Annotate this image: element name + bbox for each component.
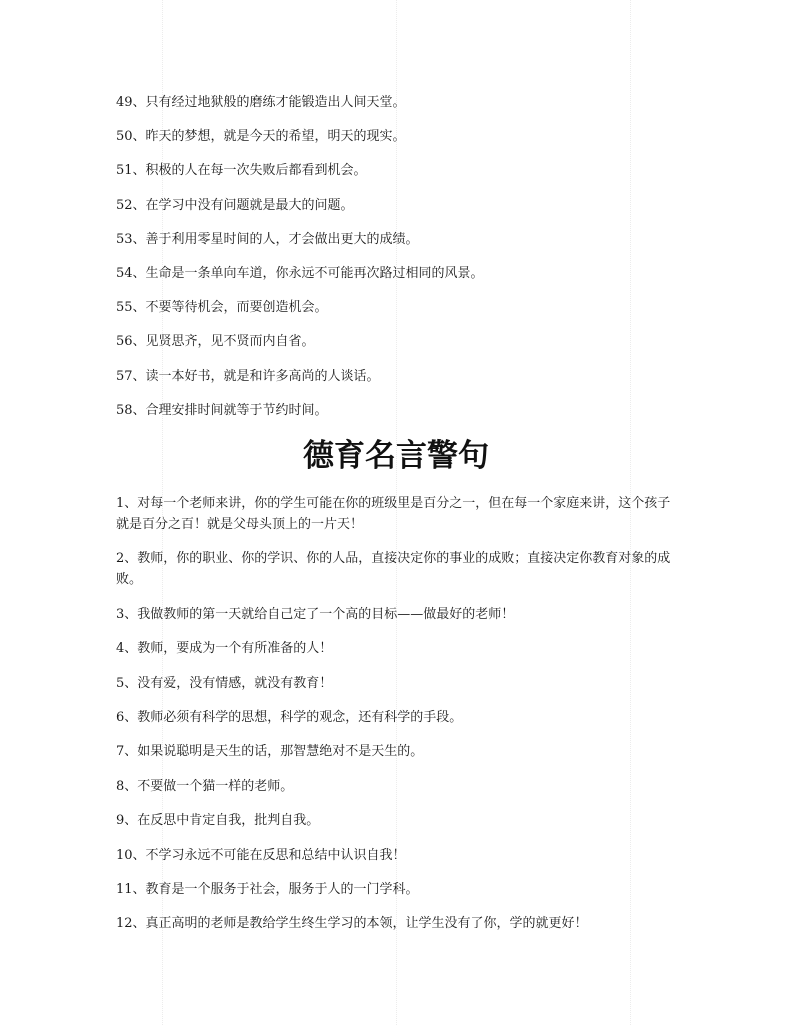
- quote-item: 7、如果说聪明是天生的话，那智慧绝对不是天生的。: [116, 744, 424, 760]
- quote-item: 1、对每一个老师来讲，你的学生可能在你的班级里是百分之一，但在每一个家庭来讲，这个孩子就是百分之百！就是父母头顶上的一片天！: [116, 496, 671, 532]
- quote-item: 2、教师，你的职业、你的学识、你的人品，直接决定你的事业的成败；直接决定你教育对象的成败。: [116, 551, 671, 588]
- moral-quote-list: [116, 493, 676, 948]
- quote-item: 52、在学习中没有问题就是最大的问题。: [116, 197, 354, 213]
- quote-item: 49、只有经过地狱般的磨练才能锻造出人间天堂。: [116, 95, 406, 110]
- quote-item: 4、教师，要成为一个有所准备的人！: [116, 641, 333, 657]
- quote-item: 58、合理安排时间就等于节约时间。: [116, 402, 328, 418]
- quote-item: 54、生命是一条单向车道，你永远不可能再次路过相同的风景。: [116, 265, 484, 281]
- quote-item: 51、积极的人在每一次失败后都看到机会。: [116, 163, 367, 179]
- quote-item: 11、教育是一个服务于社会，服务于人的一门学科。: [116, 881, 419, 897]
- quote-item: 55、不要等待机会，而要创造机会。: [116, 300, 328, 316]
- quote-item: 9、在反思中肯定自我，批判自我。: [116, 813, 320, 829]
- quote-list-top: [116, 92, 676, 434]
- quote-item: 50、昨天的梦想，就是今天的希望，明天的现实。: [116, 129, 406, 145]
- quote-item: 10、不学习永远不可能在反思和总结中认识自我！: [116, 847, 406, 863]
- quote-item: 8、不要做一个猫一样的老师。: [116, 778, 294, 794]
- quote-item: 12、真正高明的老师是教给学生终生学习的本领，让学生没有了你，学的就更好！: [116, 916, 588, 932]
- quote-item: 57、读一本好书，就是和许多高尚的人谈话。: [116, 368, 380, 384]
- quote-item: 53、善于利用零星时间的人，才会做出更大的成绩。: [116, 231, 419, 247]
- quote-item: 6、教师必须有科学的思想，科学的观念，还有科学的手段。: [116, 709, 463, 725]
- quote-item: 5、没有爱，没有情感，就没有教育！: [116, 675, 333, 691]
- section-title: 德育名言警句: [303, 438, 489, 474]
- quote-item: 3、我做教师的第一天就给自己定了一个高的目标——做最好的老师！: [116, 606, 515, 622]
- quote-item: 56、见贤思齐，见不贤而内自省。: [116, 334, 315, 350]
